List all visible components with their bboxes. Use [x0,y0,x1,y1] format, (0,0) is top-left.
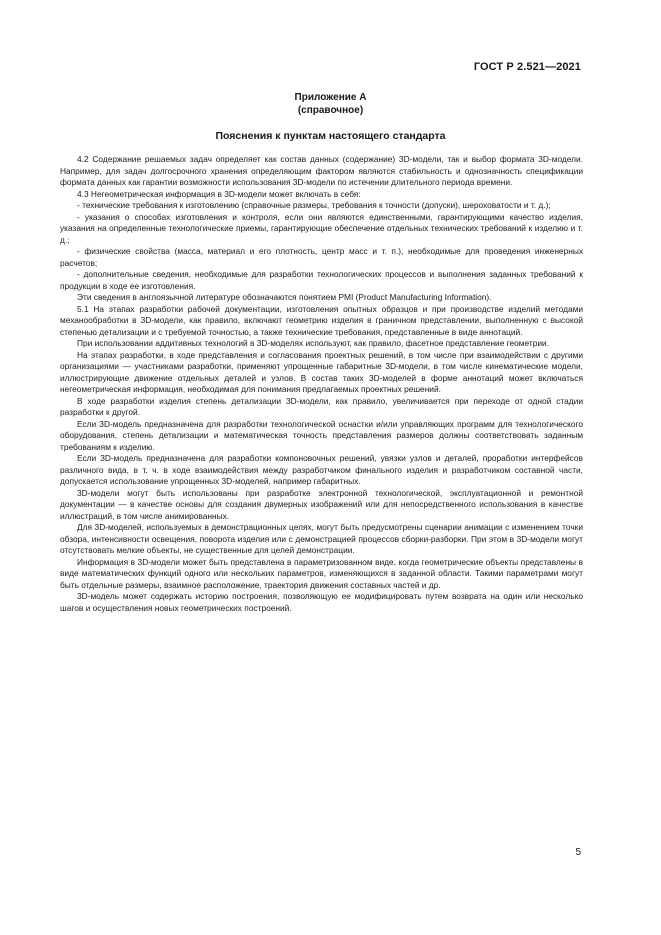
list-item: - физические свойства (масса, материал и его плотность, центр масс и т. п.), необходимые для проведения инженерных расчетов; [60,246,583,268]
paragraph: Если 3D-модель предназначена для разработки компоновочных решений, увязки узлов и деталей, проработки интерфейсов различного вида, в т. ч. в ходе взаимодействия между разработчиком финального изделия и разработчиком составной части, допускается использование упрощенных 3D-моделей, например габаритных. [60,453,583,486]
list-item: - указания о способах изготовления и контроля, если они являются единственными, гарантирующими качество изделия, указания на определенные технологические приемы, гарантирующие обеспечение отдельных технических требований к изделию и т. д.; [60,211,583,245]
appendix-header [0,91,661,117]
paragraph: Для 3D-моделей, используемых в демонстрационных целях, могут быть предусмотрены сценарии анимации с изменением точки обзора, интенсивности освещения, поворота изделия или с демонстрацией процессов сборки-разборки. При этом в 3D-модели могут отсутствовать мелкие объекты, не существенные для целей демонстрации. [60,522,583,555]
paragraph: 3D-модели могут быть использованы при разработке электронной технологической, эксплуатационной и ремонтной документации — в качестве основы для создания двумерных изображений или для непосредственного использования в качестве иллюстраций, в том числе анимированных. [60,487,583,521]
paragraph: Эти сведения в англоязычной литературе обозначаются понятием PMI (Product Manufacturing Information). [77,292,492,302]
standard-designation: ГОСТ Р 2.521—2021 [473,61,581,73]
paragraph: 3D-модель может содержать историю построения, позволяющую ее модифицировать путем возврата на один или несколько шагов и осуществления новых геометрических построений. [60,591,583,613]
page-number: 5 [575,847,581,858]
paragraph: В ходе разработки изделия степень детализации 3D-модели, как правило, увеличивается при переходе от одной стадии разработки к другой. [60,395,583,417]
paragraph: 4.2 Содержание решаемых задач определяет как состав данных (содержание) 3D-модели, так и выбор формата 3D-модели. Например, для задач долгосрочного хранения определяющим фактором являются стабильность и однозначность спецификации формата данных как гарантии возможности использования 3D-модели по истечении длительного периода времени. [60,154,583,187]
section-title: Пояснения к пунктам настоящего стандарта [215,130,446,142]
paragraph: При использовании аддитивных технологий в 3D-моделях используют, как правило, фасетное представление геометрии. [77,338,550,348]
paragraph: На этапах разработки, в ходе представления и согласования проектных решений, в том числе при взаимодействии с другими организациями — участниками разработки, применяют упрощенные габаритные 3D-модели, в том числе кинематические модели, иллюстрирующие движение отдельных деталей и узлов. В состав таких 3D-моделей в форме аннотаций может включаться негеометрическая информация, необходимая для понимания предлагаемых проектных решений. [60,349,583,394]
appendix-title: Приложение А [294,92,367,103]
list-item: - дополнительные сведения, необходимые для разработки технологических процессов и выполнения заданных требований к продукции в ходе ее изготовления. [60,269,583,291]
paragraph: 5.1 На этапах разработки рабочей документации, изготовления опытных образцов и при производстве изделий методами механообработки в 3D-модели, как правило, включают геометрию изделия в граничном представлении, выполненную с высокой степенью детализации и с требуемой точностью, а также технические требования, представленные в виде аннотаций. [60,303,583,337]
list-item: - технические требования к изготовлению (справочные размеры, требования к точности (допуски), шероховатости и т. д.); [77,200,551,210]
paragraph: Если 3D-модель предназначена для разработки технологической оснастки и/или управляющих программ для технологического оборудования, степень детализации и математическая точность представления размеров должны соответствовать заданным требованиям к изделию. [60,418,583,452]
body-text [60,154,583,614]
appendix-subtitle: (справочное) [297,105,364,116]
paragraph: 4.3 Негеометрическая информация в 3D-модели может включать в себя: [77,188,361,199]
paragraph: Информация в 3D-модели может быть представлена в параметризованном виде, когда геометрические объекты представлены в виде математических функций одного или нескольких параметров, изменяющихся в заданной области. Такими параметрами могут быть отдельные размеры, взаимное расположение, траектория движения составных частей и др. [60,556,583,590]
